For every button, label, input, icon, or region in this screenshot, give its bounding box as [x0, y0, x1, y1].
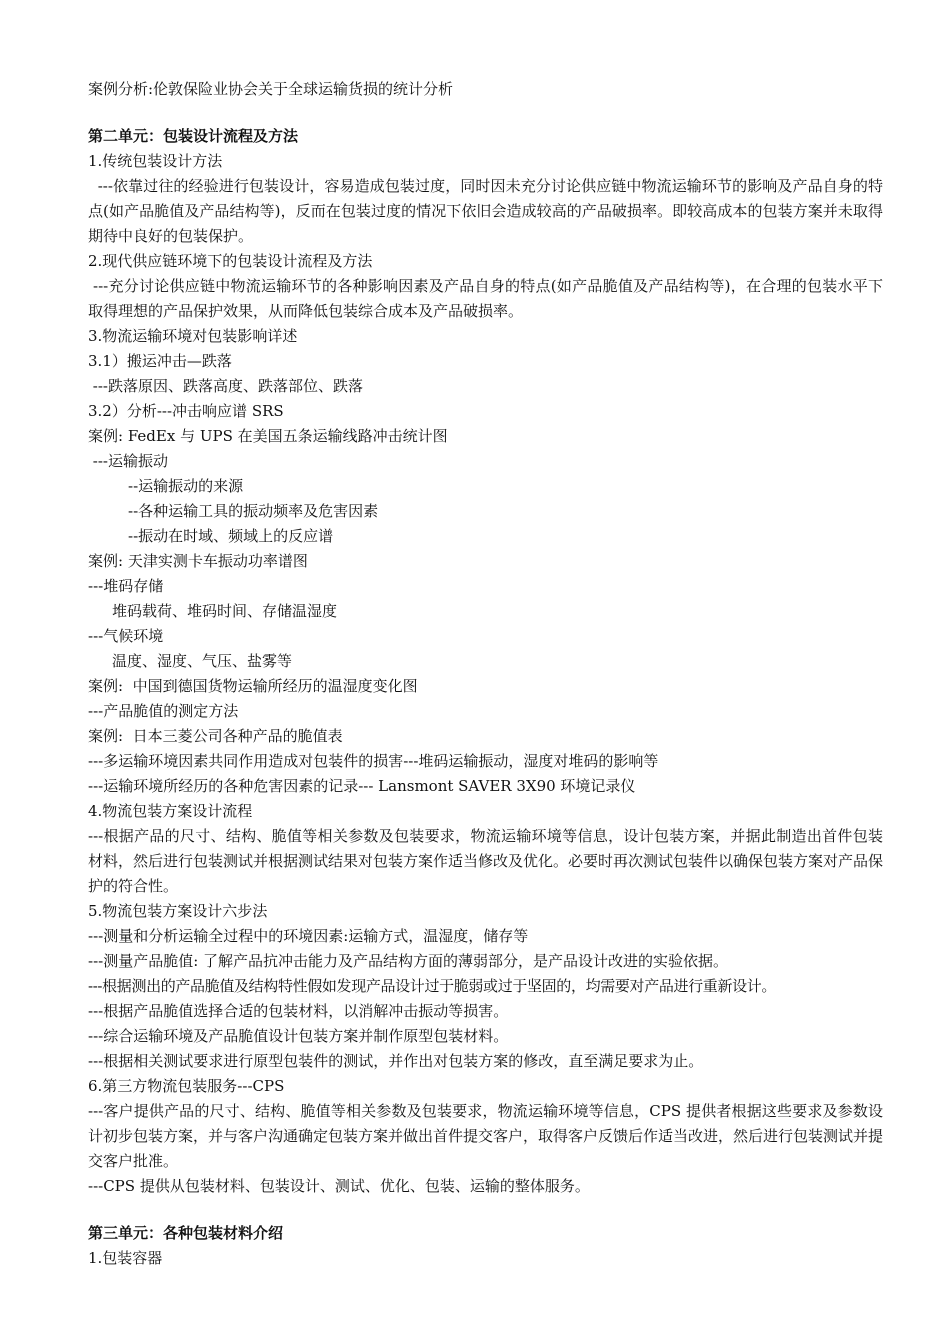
vibration-source: --运输振动的来源	[128, 477, 244, 495]
case-analysis-line: 案例分析:伦敦保险业协会关于全球运输货损的统计分析	[88, 80, 454, 98]
section-1-body: ---依靠过往的经验进行包装设计，容易造成包装过度，同时因未充分讨论供应链中物流运输环节的影响及产品自身的特点(如产品脆值及产品结构等)，反而在包装过度的情况下依旧会造成较高的产品破损率。即较高成本的包装方案并未取得期待中良好的包装保护。	[88, 177, 883, 245]
section-2-body: ---充分讨论供应链中物流运输环节的各种影响因素及产品自身的特点(如产品脆值及产品结构等)，在合理的包装水平下取得理想的产品保护效果，从而降低包装综合成本及产品破损率。	[88, 277, 883, 320]
section-6-title: 6.第三方物流包装服务---CPS	[88, 1077, 285, 1095]
case-tianjin-truck: 案例: 天津实测卡车振动功率谱图	[88, 552, 308, 570]
section-1-title: 1.传统包装设计方法	[88, 152, 223, 170]
step-2: ---测量产品脆值: 了解产品抗冲击能力及产品结构方面的薄弱部分，是产品设计改进的实验依据。	[88, 952, 729, 970]
section-3-1: 3.1）搬运冲击—跌落	[88, 352, 232, 370]
unit2-heading: 第二单元：包装设计流程及方法	[88, 127, 299, 145]
hazard-recording: ---运输环境所经历的各种危害因素的记录--- Lansmont SAVER 3X90 环境记录仪	[88, 777, 636, 795]
unit3-section-1-title: 1.包装容器	[88, 1249, 163, 1267]
section-2-title: 2.现代供应链环境下的包装设计流程及方法	[88, 252, 373, 270]
step-3: ---根据测出的产品脆值及结构特性假如发现产品设计过于脆弱或过于坚固的，均需要对产品进行重新设计。	[88, 977, 777, 995]
vibration-frequency: --各种运输工具的振动频率及危害因素	[128, 502, 379, 520]
step-6: ---根据相关测试要求进行原型包装件的测试，并作出对包装方案的修改，直至满足要求为止。	[88, 1052, 704, 1070]
stacking-storage: ---堆码存储	[88, 577, 164, 595]
case-fedex-ups: 案例: FedEx 与 UPS 在美国五条运输线路冲击统计图	[88, 427, 448, 445]
document-page	[88, 77, 883, 1271]
case-mitsubishi: 案例: 日本三菱公司各种产品的脆值表	[88, 727, 343, 745]
fragility-method: ---产品脆值的测定方法	[88, 702, 239, 720]
vibration-spectrum: --振动在时域、频域上的反应谱	[128, 527, 334, 545]
case-china-germany: 案例: 中国到德国货物运输所经历的温湿度变化图	[88, 677, 418, 695]
step-4: ---根据产品脆值选择合适的包装材料，以消解冲击振动等损害。	[88, 1002, 509, 1020]
step-5: ---综合运输环境及产品脆值设计包装方案并制作原型包装材料。	[88, 1027, 509, 1045]
spacer	[88, 1199, 883, 1221]
transport-vibration: ---运输振动	[88, 452, 168, 470]
spacer	[88, 102, 883, 124]
section-4-title: 4.物流包装方案设计流程	[88, 802, 253, 820]
section-6-body: ---客户提供产品的尺寸、结构、脆值等相关参数及包装要求，物流运输环境等信息，CPS 提供者根据这些要求及参数设计初步包装方案，并与客户沟通确定包装方案并做出首件提交客户，取得客户反馈后作适当改进，然后进行包装测试并提交客户批准。	[88, 1102, 884, 1170]
section-5-title: 5.物流包装方案设计六步法	[88, 902, 268, 920]
section-3-1-detail: ---跌落原因、跌落高度、跌落部位、跌落	[88, 377, 363, 395]
section-3-2: 3.2）分析---冲击响应谱 SRS	[88, 402, 284, 420]
step-1: ---测量和分析运输全过程中的环境因素:运输方式，温湿度，储存等	[88, 927, 529, 945]
stacking-detail: 堆码载荷、堆码时间、存储温湿度	[112, 602, 338, 620]
multi-factor-damage: ---多运输环境因素共同作用造成对包装件的损害---堆码运输振动，湿度对堆码的影响等	[88, 752, 659, 770]
section-6-service: ---CPS 提供从包装材料、包装设计、测试、优化、包装、运输的整体服务。	[88, 1177, 590, 1195]
unit3-heading: 第三单元：各种包装材料介绍	[88, 1224, 284, 1242]
climate-detail: 温度、湿度、气压、盐雾等	[112, 652, 293, 670]
climate-environment: ---气候环境	[88, 627, 164, 645]
section-3-title: 3.物流运输环境对包装影响详述	[88, 327, 298, 345]
section-4-body: ---根据产品的尺寸、结构、脆值等相关参数及包装要求，物流运输环境等信息，设计包装方案，并据此制造出首件包装材料，然后进行包装测试并根据测试结果对包装方案作适当修改及优化。必要时再次测试包装件以确保包装方案对产品保护的符合性。	[88, 827, 884, 895]
